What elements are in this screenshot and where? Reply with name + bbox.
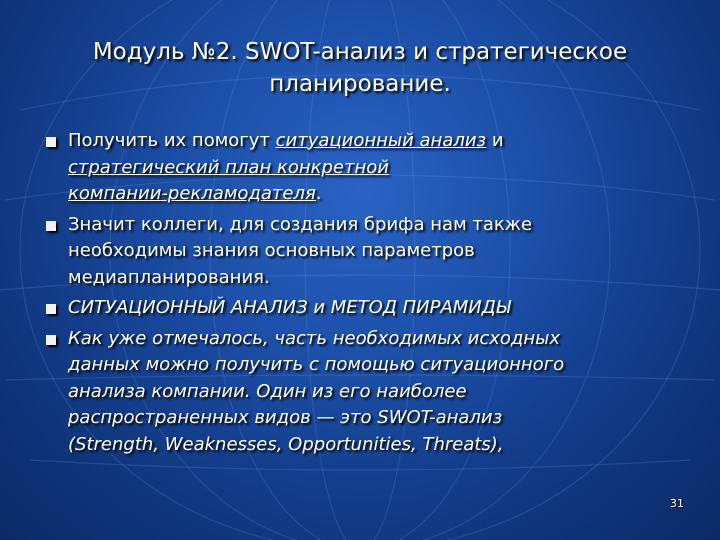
bullet-item-2: [46, 212, 676, 292]
bullet-4-line-1: Как уже отмечалось, часть необходимых исходных: [68, 327, 560, 349]
bullet-item-4: [46, 326, 676, 459]
situational-analysis-link[interactable]: ситуационный анализ: [275, 130, 487, 151]
bullet-4-line-2: данных можно получить с помощью ситуационного: [68, 354, 565, 375]
bullet-1-text-after: .: [315, 183, 322, 204]
bullet-1-text-mid: и: [486, 130, 504, 151]
page-number: 31: [670, 497, 684, 510]
bullet-2-line-2: необходимы знания основных параметров: [68, 240, 475, 261]
bullet-item-1: [46, 128, 676, 208]
square-bullet-icon: [46, 137, 56, 147]
title-line-2: планирование.: [269, 71, 451, 97]
title-line-1: Модуль №2. SWOT-анализ и стратегическое: [92, 39, 628, 65]
square-bullet-icon: [46, 335, 56, 345]
bullet-4-line-5: (Strength, Weaknesses, Opportunities, Threats),: [68, 433, 504, 455]
bullet-2-line-3: медиапланирования.: [68, 266, 270, 288]
bullet-4-line-3: анализа компании. Один из его наиболее: [68, 380, 467, 402]
bullet-1-text-before: Получить их помогут: [68, 130, 276, 151]
strategic-plan-link-line1[interactable]: стратегический план конкретной: [68, 156, 389, 178]
strategic-plan-link-line2[interactable]: компании-рекламодателя: [68, 183, 316, 204]
square-bullet-icon: [46, 304, 56, 314]
bullet-2-line-1: Значит коллеги, для создания брифа нам также: [68, 213, 533, 235]
slide-title: [40, 36, 680, 100]
square-bullet-icon: [46, 221, 56, 231]
bullet-3-line-1: СИТУАЦИОННЫЙ АНАЛИЗ и МЕТОД ПИРАМИДЫ: [68, 297, 511, 318]
bullet-item-3: [46, 295, 676, 322]
bullet-4-line-4: распространенных видов — это SWOT-анализ: [68, 407, 503, 428]
bullet-list: [46, 128, 676, 462]
